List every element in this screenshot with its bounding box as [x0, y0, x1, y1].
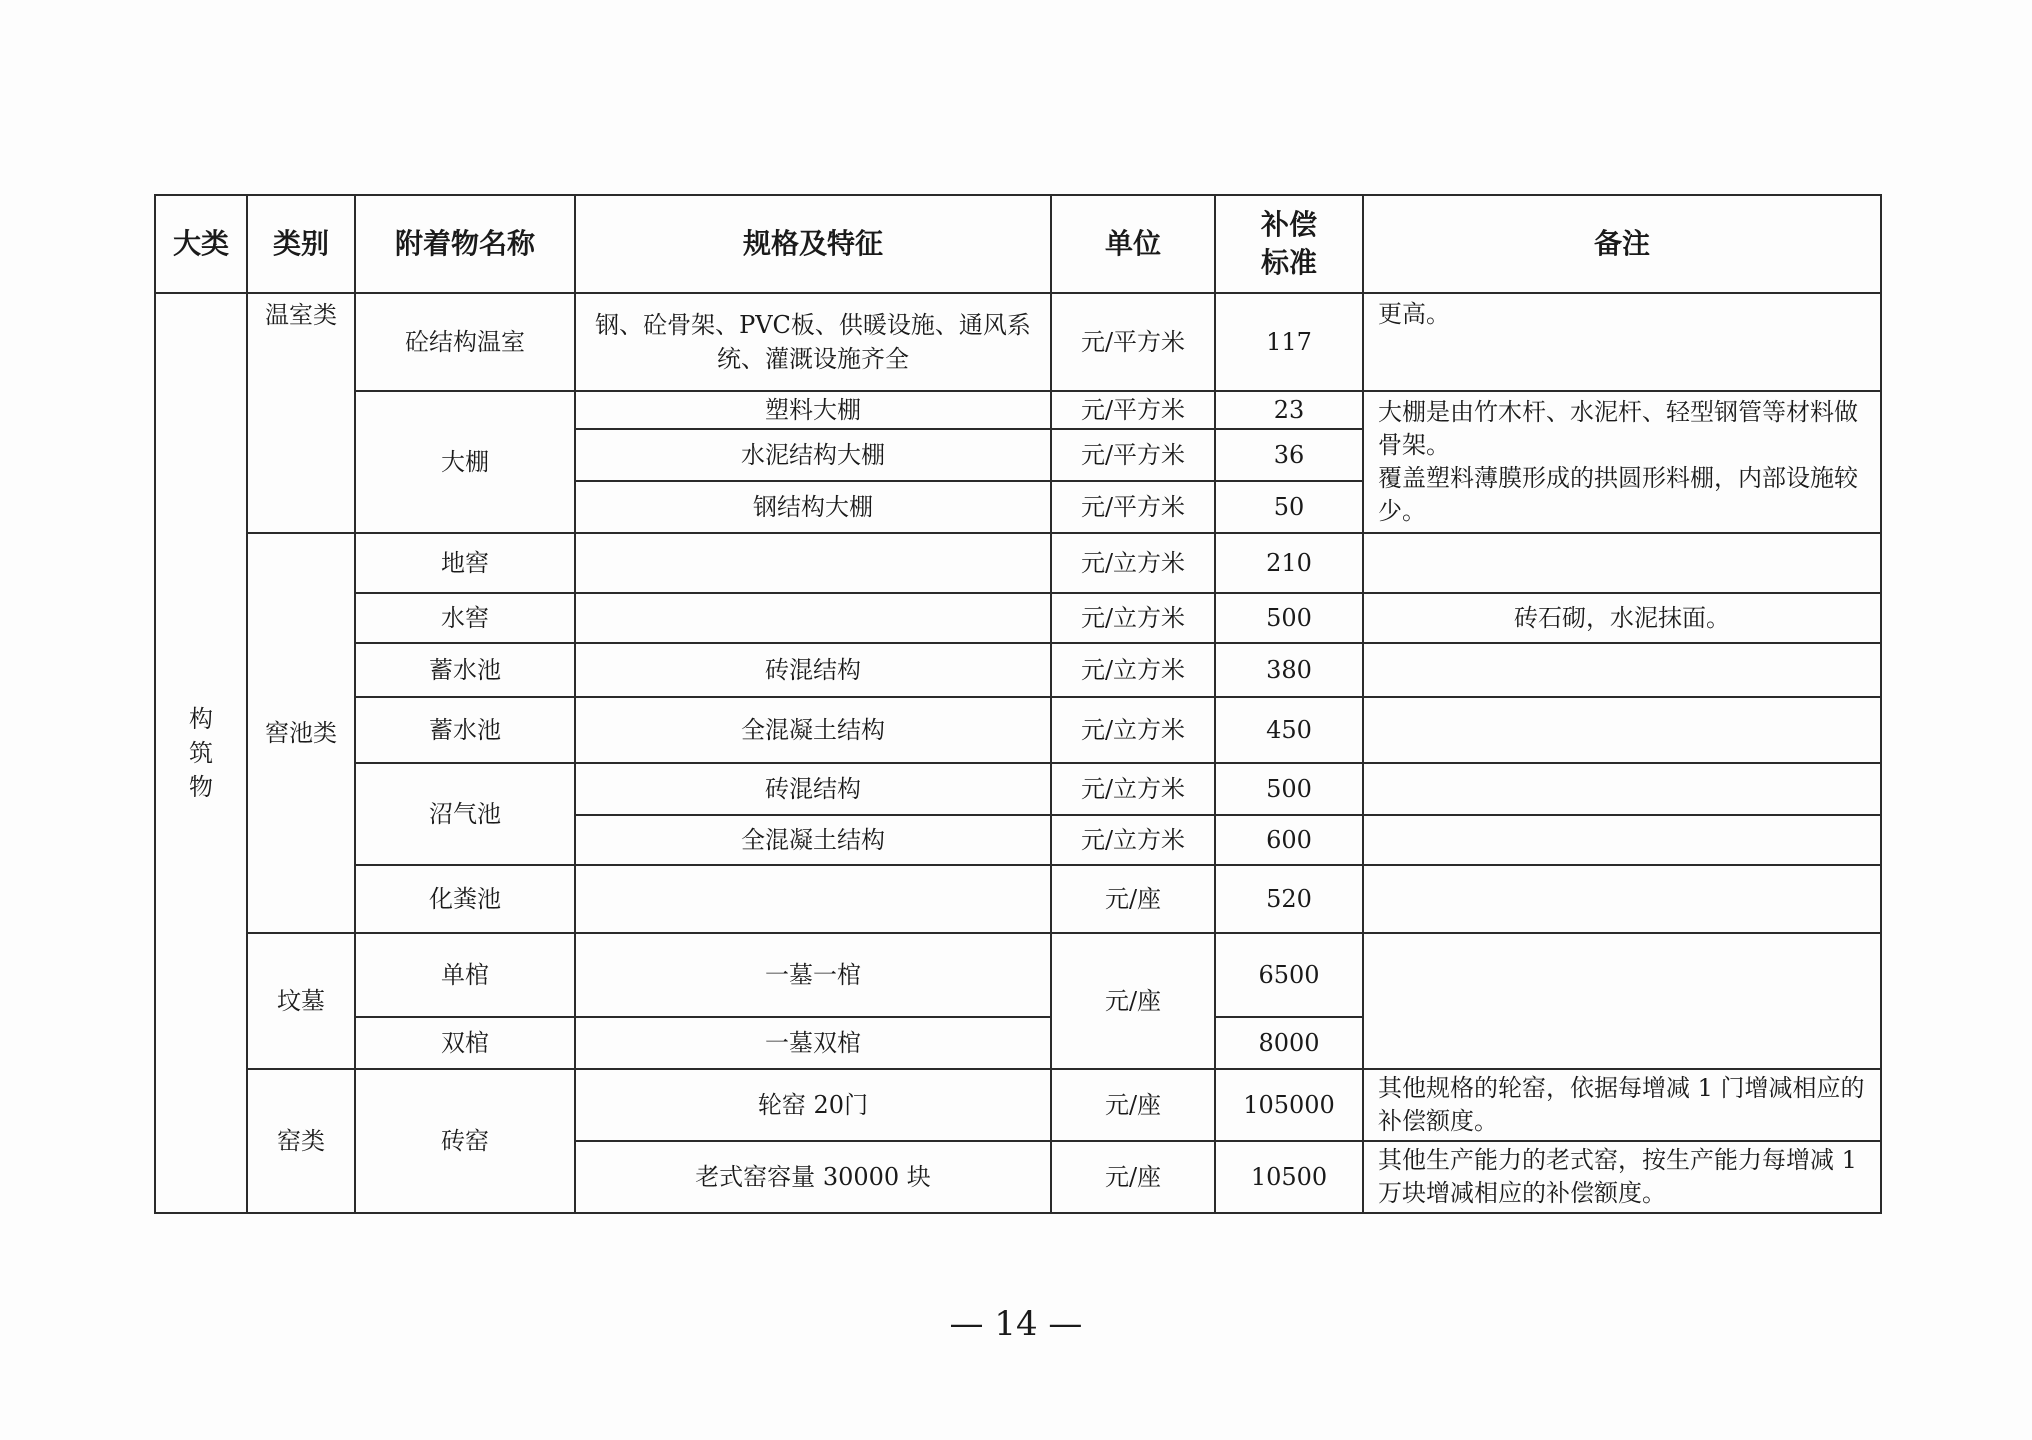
- row4-standard: 50: [1215, 481, 1363, 533]
- category-kiln: 窑类: [247, 1069, 355, 1213]
- row10-standard: 600: [1215, 815, 1363, 865]
- header-category: 类别: [247, 195, 355, 293]
- table-row: [155, 643, 1881, 697]
- row5-standard: 210: [1215, 533, 1363, 593]
- category-cellar: 窖池类: [247, 533, 355, 933]
- header-row: [155, 195, 1881, 293]
- row5-name: 地窖: [355, 533, 575, 593]
- row11-remark: [1363, 865, 1881, 933]
- row3-standard: 36: [1215, 429, 1363, 481]
- row7-remark: [1363, 643, 1881, 697]
- row10-unit: 元/立方米: [1051, 815, 1215, 865]
- row1-standard: 117: [1215, 293, 1363, 391]
- row3-spec: 水泥结构大棚: [575, 429, 1051, 481]
- row15-remark: 其他生产能力的老式窑，按生产能力每增减 1 万块增减相应的补偿额度。: [1363, 1141, 1881, 1213]
- table-row: [155, 697, 1881, 763]
- row9-name: 沼气池: [355, 763, 575, 865]
- compensation-table: [154, 194, 1882, 1214]
- row9-spec: 砖混结构: [575, 763, 1051, 815]
- row10-remark: [1363, 815, 1881, 865]
- row8-standard: 450: [1215, 697, 1363, 763]
- major-category-cell: [155, 293, 247, 1213]
- row11-standard: 520: [1215, 865, 1363, 933]
- row2-remark: 大棚是由竹木杆、水泥杆、轻型钢管等材料做骨架。 覆盖塑料薄膜形成的拱圆形料棚，内部设施较少。: [1363, 391, 1881, 533]
- row5-unit: 元/立方米: [1051, 533, 1215, 593]
- row6-spec: [575, 593, 1051, 643]
- row7-standard: 380: [1215, 643, 1363, 697]
- row12-spec: 一墓一棺: [575, 933, 1051, 1017]
- row9-unit: 元/立方米: [1051, 763, 1215, 815]
- row8-unit: 元/立方米: [1051, 697, 1215, 763]
- row13-standard: 8000: [1215, 1017, 1363, 1069]
- row1-unit: 元/平方米: [1051, 293, 1215, 391]
- row8-name: 蓄水池: [355, 697, 575, 763]
- row13-spec: 一墓双棺: [575, 1017, 1051, 1069]
- row14-remark: 其他规格的轮窑，依据每增减 1 门增减相应的补偿额度。: [1363, 1069, 1881, 1141]
- row11-spec: [575, 865, 1051, 933]
- row5-remark: [1363, 533, 1881, 593]
- row1-remark: 更高。: [1363, 293, 1881, 391]
- row15-unit: 元/座: [1051, 1141, 1215, 1213]
- row8-remark: [1363, 697, 1881, 763]
- table-row: [155, 865, 1881, 933]
- header-standard: 补偿 标准: [1215, 195, 1363, 293]
- row1-spec: 钢、砼骨架、PVC板、供暖设施、通风系统、灌溉设施齐全: [575, 293, 1051, 391]
- row12-standard: 6500: [1215, 933, 1363, 1017]
- row8-spec: 全混凝土结构: [575, 697, 1051, 763]
- row14-unit: 元/座: [1051, 1069, 1215, 1141]
- table-row: [155, 763, 1881, 815]
- row4-spec: 钢结构大棚: [575, 481, 1051, 533]
- row4-unit: 元/平方米: [1051, 481, 1215, 533]
- header-major: 大类: [155, 195, 247, 293]
- row11-unit: 元/座: [1051, 865, 1215, 933]
- table-row: [155, 533, 1881, 593]
- row15-spec: 老式窑容量 30000 块: [575, 1141, 1051, 1213]
- row5-spec: [575, 533, 1051, 593]
- row14-standard: 105000: [1215, 1069, 1363, 1141]
- row9-remark: [1363, 763, 1881, 815]
- row10-spec: 全混凝土结构: [575, 815, 1051, 865]
- table-row: [155, 933, 1881, 1017]
- row15-standard: 10500: [1215, 1141, 1363, 1213]
- row6-standard: 500: [1215, 593, 1363, 643]
- header-spec: 规格及特征: [575, 195, 1051, 293]
- row2-unit: 元/平方米: [1051, 391, 1215, 429]
- row2-name: 大棚: [355, 391, 575, 533]
- table-row: [155, 391, 1881, 429]
- row2-spec: 塑料大棚: [575, 391, 1051, 429]
- major-category-label: 构筑物: [189, 705, 213, 801]
- row12-remark: [1363, 933, 1881, 1069]
- row9-standard: 500: [1215, 763, 1363, 815]
- header-unit: 单位: [1051, 195, 1215, 293]
- row11-name: 化粪池: [355, 865, 575, 933]
- row6-name: 水窖: [355, 593, 575, 643]
- header-remark: 备注: [1363, 195, 1881, 293]
- row6-unit: 元/立方米: [1051, 593, 1215, 643]
- row12-name: 单棺: [355, 933, 575, 1017]
- row12-unit: 元/座: [1051, 933, 1215, 1069]
- row6-remark: 砖石砌，水泥抹面。: [1363, 593, 1881, 643]
- row7-spec: 砖混结构: [575, 643, 1051, 697]
- row7-name: 蓄水池: [355, 643, 575, 697]
- category-grave: 坟墓: [247, 933, 355, 1069]
- row7-unit: 元/立方米: [1051, 643, 1215, 697]
- table-row: [155, 293, 1881, 391]
- table-row: [155, 593, 1881, 643]
- table-row: [155, 1069, 1881, 1141]
- category-greenhouse: 温室类: [247, 293, 355, 533]
- row3-unit: 元/平方米: [1051, 429, 1215, 481]
- row14-name: 砖窑: [355, 1069, 575, 1213]
- page-number: — 14 —: [949, 1304, 1083, 1344]
- row14-spec: 轮窑 20门: [575, 1069, 1051, 1141]
- row2-standard: 23: [1215, 391, 1363, 429]
- row13-name: 双棺: [355, 1017, 575, 1069]
- row1-name: 砼结构温室: [355, 293, 575, 391]
- header-name: 附着物名称: [355, 195, 575, 293]
